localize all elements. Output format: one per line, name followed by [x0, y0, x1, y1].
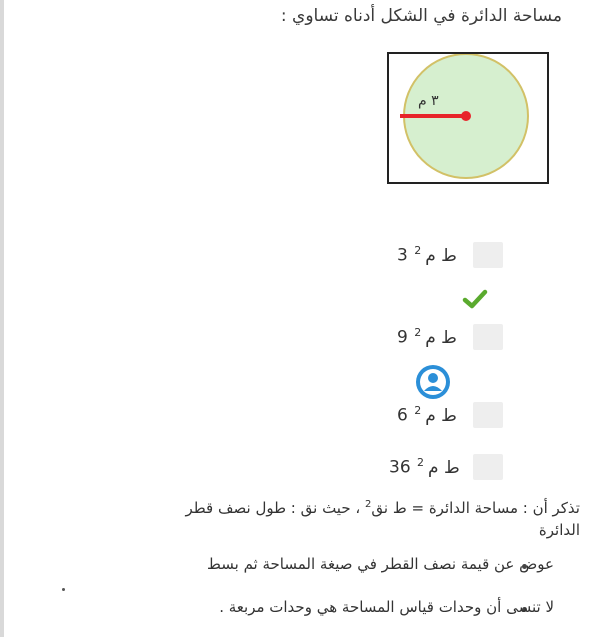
option-unit: ط م [425, 327, 457, 348]
option-select-box[interactable] [473, 324, 503, 350]
question-text: مساحة الدائرة في الشكل أدناه تساوي : [280, 6, 562, 26]
option-value: 6 [397, 405, 408, 426]
bullet-item: عوض عن قيمة نصف القطر في صيغة المساحة ثم بسط [207, 555, 554, 573]
stray-mark [62, 588, 65, 591]
option-exponent: 2 [414, 404, 422, 417]
option-exponent: 2 [414, 326, 422, 339]
circle-diagram [389, 54, 547, 182]
answer-option[interactable] [389, 456, 460, 478]
radius-label: ٣ م [418, 93, 439, 109]
page-edge [0, 0, 4, 637]
option-select-box[interactable] [473, 454, 503, 480]
option-unit: ط م [425, 245, 457, 266]
option-unit: ط م [428, 457, 460, 478]
option-value: 36 [389, 457, 411, 478]
hint-formula: ط نق [371, 499, 407, 517]
user-icon [415, 364, 451, 400]
option-exponent: 2 [417, 456, 425, 469]
check-icon [462, 288, 488, 310]
hint-prefix: تذكر أن : مساحة الدائرة = [411, 499, 580, 517]
answer-option[interactable] [397, 244, 457, 266]
hint-exponent: 2 [365, 499, 372, 510]
circle-figure [387, 52, 549, 184]
option-value: 9 [397, 327, 408, 348]
hint-suffix: ، حيث نق : طول نصف قطر [185, 499, 361, 517]
hint-line2: الدائرة [538, 521, 580, 539]
answer-option[interactable] [397, 326, 457, 348]
bullet-item: لا تنسى أن وحدات قياس المساحة هي وحدات مربعة . [219, 598, 554, 616]
answer-option[interactable] [397, 404, 457, 426]
option-value: 3 [397, 245, 408, 266]
center-dot [461, 111, 471, 121]
option-select-box[interactable] [473, 242, 503, 268]
hint-text [5, 494, 580, 541]
option-exponent: 2 [414, 244, 422, 257]
option-unit: ط م [425, 405, 457, 426]
option-select-box[interactable] [473, 402, 503, 428]
